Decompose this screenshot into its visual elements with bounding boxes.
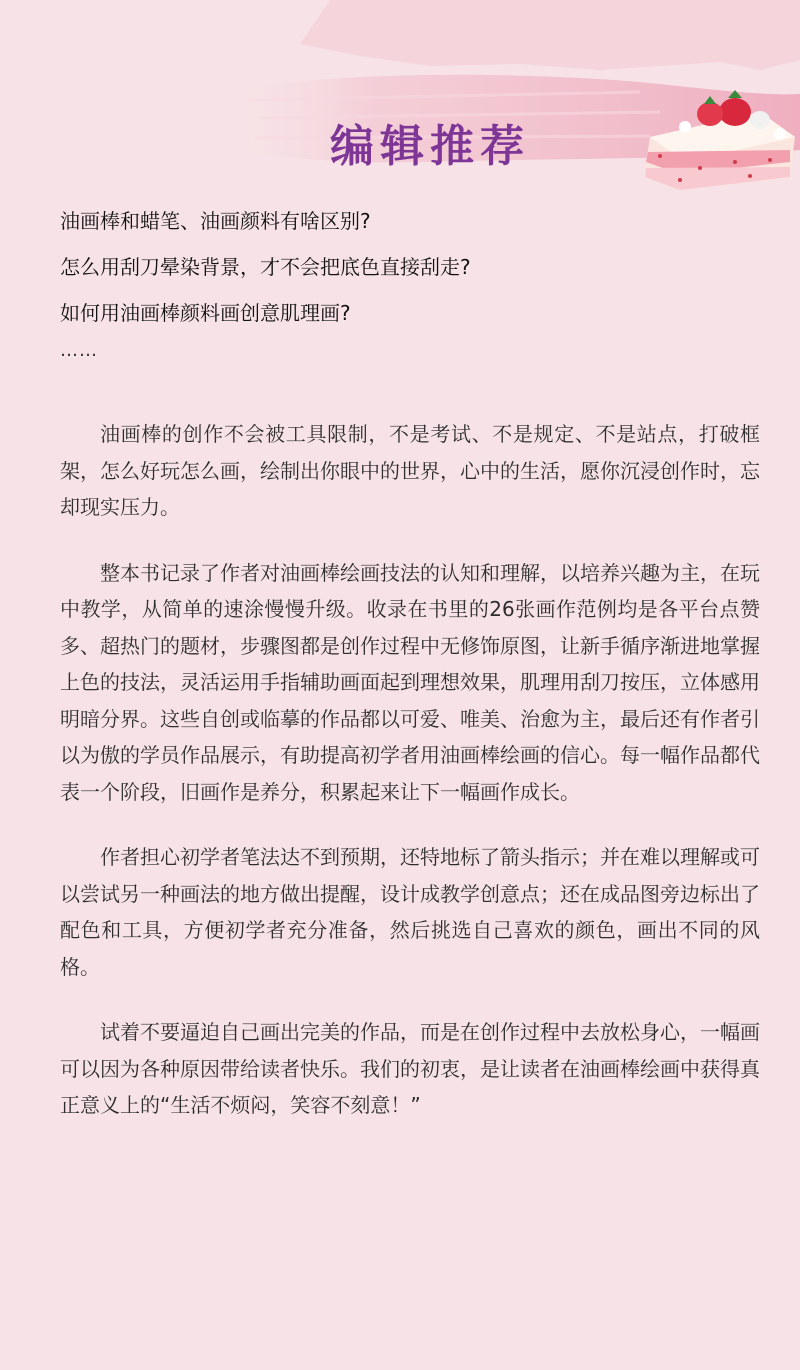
page-title: 编辑推荐 — [330, 121, 530, 172]
paragraph: 整本书记录了作者对油画棒绘画技法的认知和理解，以培养兴趣为主，在玩中教学，从简单的速涂慢慢升级。收录在书里的26张画作范例均是各平台点赞多、超热门的题材，步骤图都是创作过程中无修饰原图，让新手循序渐进地掌握上色的技法，灵活运用手指辅助画面起到理想效果，肌理用刮刀按压，立体感用明暗分界。这些自创或临摹的作品都以可爱、唯美、治愈为主，最后还有作者引以为傲的学员作品展示，有助提高初学者用油画棒绘画的信心。每一幅作品都代表一个阶段，旧画作是养分，积累起来让下一幅画作成长。 — [60, 560, 760, 804]
paragraph: 油画棒的创作不会被工具限制，不是考试、不是规定、不是站点，打破框架，怎么好玩怎么画，绘制出你眼中的世界，心中的生活，愿你沉浸创作时，忘却现实压力。 — [60, 422, 760, 519]
question-item: 如何用油画棒颜料画创意肌理画? — [60, 301, 351, 325]
paragraph: 试着不要逼迫自己画出完美的作品，而是在创作过程中去放松身心，一幅画可以因为各种原因带给读者快乐。我们的初衷，是让读者在油画棒绘画中获得真正意义上的“生活不烦闷，笑容不刻意！” — [60, 1020, 760, 1117]
paragraph: 作者担心初学者笔法达不到预期，还特地标了箭头指示；并在难以理解或可以尝试另一种画法的地方做出提醒，设计成教学创意点；还在成品图旁边标出了配色和工具，方便初学者充分准备，然后挑选自己喜欢的颜色，画出不同的风格。 — [60, 845, 760, 979]
question-list — [60, 208, 760, 361]
ellipsis: …… — [60, 340, 98, 361]
strawberry-cake-icon — [640, 82, 798, 192]
question-item: 怎么用刮刀晕染背景，才不会把底色直接刮走? — [60, 255, 471, 279]
question-item: 油画棒和蜡笔、油画颜料有啥区别? — [60, 209, 371, 233]
recommendation-body — [60, 416, 760, 1153]
